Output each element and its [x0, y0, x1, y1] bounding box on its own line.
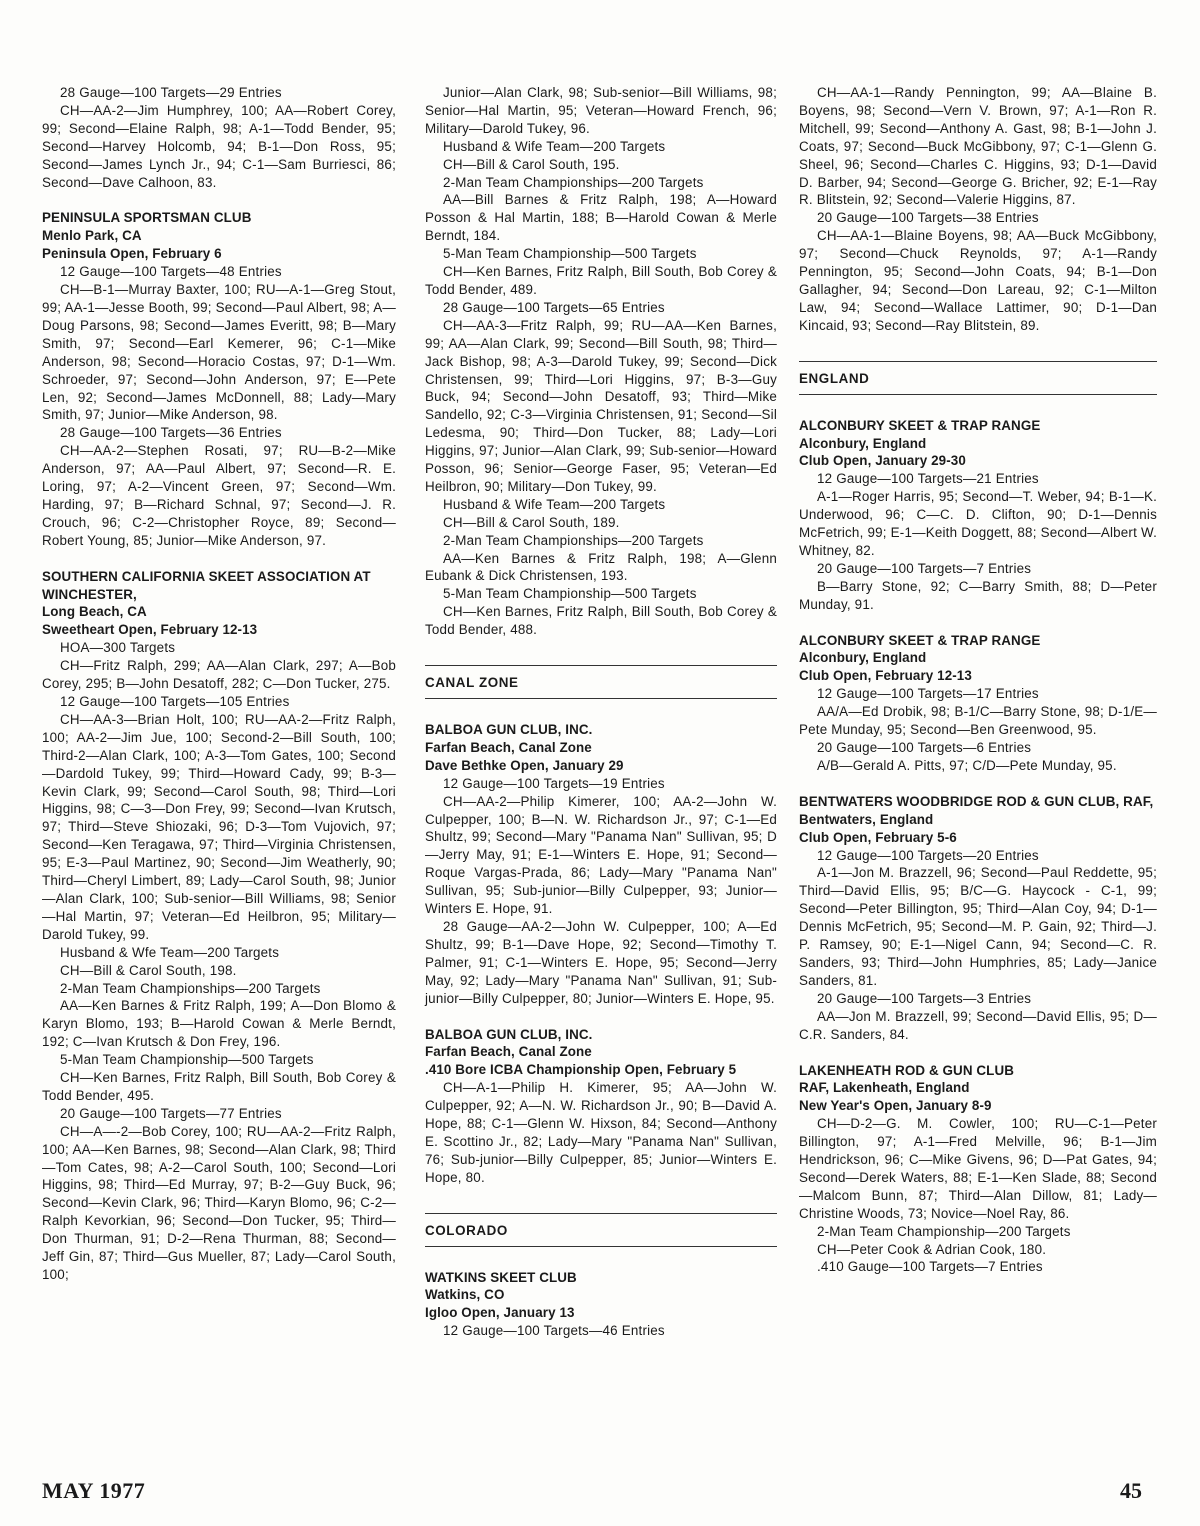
spacer: [799, 1044, 1157, 1062]
results-paragraph: A-1—Jon M. Brazzell, 96; Second—Paul Reddette, 95; Third—David Ellis, 95; B/C—G. Haycock - C-1, 99; Second—Peter Billington, 95; Third—Alan Coy, 94; D-1—Dennis McFetrich, 95; Second—M. P. Gain, 92; Third—J. P. Ramsey, 90; E-1—Nigel Cann, 94; Second—C. R. Sanders, 93; Third—John Humphries, 85; Lady—Janice Sanders, 81.: [799, 865, 1157, 988]
club-heading: Club Open, February 12-13: [799, 668, 972, 684]
results-paragraph: CH—Bill & Carol South, 189.: [443, 514, 620, 530]
results-paragraph: CH—Ken Barnes, Fritz Ralph, Bill South, Bob Corey & Todd Bender, 488.: [425, 604, 777, 638]
results-paragraph: CH—AA-1—Blaine Boyens, 98; AA—Buck McGibbony, 97; Second—Chuck Reynolds, 97; A-1—Randy Pennington, 95; Second—John Coats, 94; B-1—Don Gallagher, 94; Second—Don Lareau, 92; C-1—Milton Law, 94; Second—Wallace Lattimer, 90; D-1—Dan Kincaid, 93; Second—Ray Blitstein, 89.: [799, 228, 1157, 333]
results-paragraph: Husband & Wife Team—200 Targets: [443, 138, 666, 154]
results-paragraph: 20 Gauge—100 Targets—6 Entries: [817, 740, 1032, 755]
results-paragraph: A/B—Gerald A. Pitts, 97; C/D—Pete Munday, 95.: [817, 757, 1117, 773]
results-paragraph: AA/A—Ed Drobik, 98; B-1/C—Barry Stone, 98; D-1/E—Pete Munday, 95; Second—Ben Greenwood, 95.: [799, 704, 1157, 738]
results-paragraph: 2-Man Team Championships—200 Targets: [60, 980, 321, 996]
spacer: [425, 1008, 777, 1026]
section-header: [425, 1213, 777, 1247]
results-paragraph: 12 Gauge—100 Targets—48 Entries: [60, 264, 282, 280]
results-paragraph: .410 Gauge—100 Targets—7 Entries: [817, 1259, 1043, 1275]
club-heading: Peninsula Open, February 6: [42, 246, 222, 262]
spacer: [799, 614, 1157, 632]
column-left: [42, 84, 396, 1284]
club-heading: RAF, Lakenheath, England: [799, 1080, 970, 1096]
club-heading: Farfan Beach, Canal Zone: [425, 739, 592, 755]
results-paragraph: AA—Bill Barnes & Fritz Ralph, 198; A—Howard Posson & Hal Martin, 188; B—Harold Cowan & Merle Berndt, 184.: [425, 192, 777, 244]
club-heading: ALCONBURY SKEET & TRAP RANGE: [799, 632, 1041, 648]
results-paragraph: CH—Bill & Carol South, 198.: [60, 962, 237, 978]
results-paragraph: 2-Man Team Championships—200 Targets: [443, 174, 704, 190]
results-paragraph: HOA—300 Targets: [60, 640, 176, 656]
results-paragraph: CH—Ken Barnes, Fritz Ralph, Bill South, Bob Corey & Todd Bender, 495.: [42, 1070, 396, 1103]
results-paragraph: CH—AA-1—Randy Pennington, 99; AA—Blaine B. Boyens, 98; Second—Vern V. Brown, 97; A-1—Ron R. Mitchell, 99; Second—Anthony A. Gast, 98; B-1—John J. Coats, 97; Second—Buck McGibbony, 97; C-1—Glenn G. Sheel, 96; Second—Charles C. Higgins, 93; D-1—David D. Barber, 94; Second—George G. Bricher, 92; E-1—Ray R. Blitstein, 92; Second—Valerie Higgins, 87.: [799, 85, 1157, 208]
results-paragraph: 20 Gauge—100 Targets—38 Entries: [817, 210, 1039, 226]
results-paragraph: A-1—Roger Harris, 95; Second—T. Weber, 94; B-1—K. Underwood, 96; C—C. D. Clifton, 90; D-1—Dennis McFetrich, 99; E-1—Keith Doggett, 88; Second—Albert W. Whitney, 82.: [799, 489, 1157, 558]
results-paragraph: CH—Fritz Ralph, 299; AA—Alan Clark, 297; A—Bob Corey, 295; B—John Desatoff, 282; C—Don Tucker, 275.: [42, 658, 396, 692]
results-paragraph: CH—AA-2—Jim Humphrey, 100; AA—Robert Corey, 99; Second—Elaine Ralph, 98; A-1—Todd Bender, 95; Second—Harvey Holcomb, 94; B-1—Don Ross, 95; Second—James Lynch Jr., 94; C-1—Sam Burriesci, 86; Second—Dave Calhoon, 83.: [42, 102, 396, 190]
results-paragraph: AA—Jon M. Brazzell, 99; Second—David Ellis, 95; D—C.R. Sanders, 84.: [799, 1008, 1157, 1042]
club-heading: LAKENHEATH ROD & GUN CLUB: [799, 1062, 1015, 1078]
results-paragraph: 12 Gauge—100 Targets—105 Entries: [60, 694, 290, 709]
club-heading: .410 Bore ICBA Championship Open, February 5: [425, 1062, 737, 1078]
results-paragraph: CH—AA-3—Fritz Ralph, 99; RU—AA—Ken Barnes, 99; AA—Alan Clark, 99; Second—Bill South, 98; Third—Jack Bishop, 98; A-3—Darold Tukey, 99; Second—Dick Christensen, 99; Third—Lori Higgins, 97; B-3—Guy Buck, 94; Second—John Desatoff, 93; Third—Mike Sandello, 92; C-3—Virginia Christensen, 91; Second—Sil Ledesma, 90; Third—Don Tucker, 88; Lady—Lori Higgins, 97; Junior—Alan Clark, 99; Sub-senior—Howard Posson, 96; Senior—George Faser, 95; Veteran—Ed Heilbron, 90; Military—Don Tukey, 99.: [425, 317, 777, 494]
club-heading: Igloo Open, January 13: [425, 1305, 575, 1321]
results-paragraph: Husband & Wfe Team—200 Targets: [60, 944, 280, 960]
results-paragraph: 28 Gauge—AA-2—John W. Culpepper, 100; A—Ed Shultz, 99; B-1—Dave Hope, 92; Second—Timothy T. Palmer, 91; C-1—Winters E. Hope, 95; Second—Jerry May, 92; Lady—Mary "Panama Nan" Sullivan, 91; Sub-junior—Billy Culpepper, 80; Junior—Winters E. Hope, 95.: [425, 918, 777, 1006]
spacer: [799, 775, 1157, 793]
results-paragraph: B—Barry Stone, 92; C—Barry Smith, 88; D—Peter Munday, 91.: [799, 578, 1157, 612]
results-paragraph: 5-Man Team Championship—500 Targets: [443, 246, 697, 262]
club-heading: Dave Bethke Open, January 29: [425, 757, 624, 773]
column-middle: [425, 84, 777, 1340]
club-heading: WATKINS SKEET CLUB: [425, 1269, 577, 1285]
club-heading: Club Open, February 5-6: [799, 829, 957, 845]
results-paragraph: CH—AA-2—Stephen Rosati, 97; RU—B-2—Mike Anderson, 97; AA—Paul Albert, 97; Second—R. E. Loring, 97; A-2—Vincent Green, 97; Second—Wm. Harding, 97; B—Richard Schnal, 97; Second—J. R. Crouch, 96; C-2—Christopher Royce, 89; Second—Robert Young, 85; Junior—Mike Anderson, 97.: [42, 443, 396, 548]
results-paragraph: CH—A-1—Philip H. Kimerer, 95; AA—John W. Culpepper, 92; A—N. W. Richardson Jr., 90; B—David A. Hope, 88; C-1—Glenn W. Hixson, 84; Second—Anthony E. Scottino Jr., 82; Lady—Mary "Panama Nan" Sullivan, 76; Sub-junior—Billy Culpepper, 85; Junior—Winters E. Hope, 80.: [425, 1080, 777, 1185]
club-heading: ALCONBURY SKEET & TRAP RANGE: [799, 417, 1041, 433]
club-heading: BENTWATERS WOODBRIDGE ROD & GUN CLUB, RAF, Bentwaters, England: [799, 793, 1154, 827]
results-paragraph: 28 Gauge—100 Targets—65 Entries: [443, 299, 665, 315]
section-header: [799, 361, 1157, 395]
results-paragraph: 20 Gauge—100 Targets—77 Entries: [60, 1105, 282, 1121]
results-paragraph: CH—Peter Cook & Adrian Cook, 180.: [817, 1241, 1047, 1257]
results-paragraph: 28 Gauge—100 Targets—29 Entries: [60, 85, 282, 100]
club-heading: BALBOA GUN CLUB, INC.: [425, 722, 593, 737]
results-paragraph: 12 Gauge—100 Targets—17 Entries: [817, 686, 1039, 702]
results-paragraph: CH—Bill & Carol South, 195.: [443, 156, 620, 172]
club-heading: Menlo Park, CA: [42, 228, 142, 244]
section-title: CANAL ZONE: [425, 675, 519, 691]
spacer: [42, 191, 396, 209]
results-paragraph: 12 Gauge—100 Targets—21 Entries: [817, 471, 1039, 487]
issue-date: MAY 1977: [42, 1478, 146, 1503]
column-right: [799, 84, 1157, 1276]
results-paragraph: AA—Ken Barnes & Fritz Ralph, 198; A—Glenn Eubank & Dick Christensen, 193.: [425, 550, 777, 584]
club-heading: Club Open, January 29-30: [799, 453, 966, 469]
club-heading: Alconbury, England: [799, 650, 927, 666]
club-heading: Long Beach, CA: [42, 604, 147, 620]
results-paragraph: 2-Man Team Championships—200 Targets: [443, 532, 704, 548]
club-heading: BALBOA GUN CLUB, INC.: [425, 1026, 593, 1042]
results-paragraph: CH—AA-3—Brian Holt, 100; RU—AA-2—Fritz Ralph, 100; AA-2—Jim Jue, 100; Second-2—Bill South, 100; Third-2—Alan Clark, 100; A-3—Tom Gates, 100; Second—Dardold Tukey, 99; Third—Howard Cady, 99; B-3—Kevin Clark, 99; Second—Carol South, 98; Third—Lori Higgins, 98; C—3—Don Frey, 99; Second—Ivan Krutsch, 97; Third—Steve Shiozaki, 96; D-3—Tom Vujovich, 97; Second—Ken Teragawa, 97; Third—Virginia Christensen, 95; E-3—Paul Martinez, 90; Second—Jim Weatherly, 90; Third—Cheryl Limbert, 89; Lady—Carol South, 98; Junior—Alan Clark, 100; Sub-senior—Bill Williams, 98; Senior—Hal Martin, 97; Veteran—Ed Heilbron, 95; Military—Darold Tukey, 99.: [42, 711, 396, 942]
section-header: [425, 665, 777, 699]
page-number: 45: [1120, 1478, 1142, 1503]
results-paragraph: CH—D-2—G. M. Cowler, 100; RU—C-1—Peter Billington, 97; A-1—Fred Melville, 96; B-1—Jim Hendrickson, 96; C—Mike Givens, 96; D—Pat Gates, 94; Second—Derek Waters, 88; E-1—Ken Slade, 88; Second—Malcom Bunn, 87; Third—Alan Dillow, 81; Lady—Christine Woods, 73; Novice—Noel Ray, 86.: [799, 1116, 1157, 1221]
club-heading: New Year's Open, January 8-9: [799, 1098, 992, 1114]
results-paragraph: CH—AA-2—Philip Kimerer, 100; AA-2—John W. Culpepper, 100; B—N. W. Richardson Jr., 97; C-1—Ed Shultz, 99; Second—Mary "Panama Nan" Sullivan, 95; D—Jerry May, 91; E-1—Winters E. Hope, 91; Second—Roque Vargas-Prada, 86; Lady—Mary "Panama Nan" Sullivan, 95; Sub-junior—Billy Culpepper, 93; Junior—Winters E. Hope, 91.: [425, 793, 777, 917]
section-title: COLORADO: [425, 1222, 508, 1238]
results-paragraph: 12 Gauge—100 Targets—20 Entries: [817, 847, 1039, 863]
results-paragraph: CH—Ken Barnes, Fritz Ralph, Bill South, Bob Corey & Todd Bender, 489.: [425, 264, 777, 297]
section-title: ENGLAND: [799, 370, 870, 386]
club-heading: Watkins, CO: [425, 1287, 505, 1303]
results-paragraph: 5-Man Team Championship—500 Targets: [443, 586, 697, 602]
club-heading: Farfan Beach, Canal Zone: [425, 1044, 592, 1060]
results-paragraph: Junior—Alan Clark, 98; Sub-senior—Bill Williams, 98; Senior—Hal Martin, 95; Veteran—Howard French, 96; Military—Darold Tukey, 96.: [425, 85, 777, 136]
results-paragraph: 20 Gauge—100 Targets—3 Entries: [817, 990, 1032, 1006]
results-paragraph: CH—A—-2—Bob Corey, 100; RU—AA-2—Fritz Ralph, 100; AA—Ken Barnes, 98; Second—Alan Clark, 98; Third—Tom Cates, 98; A-2—Carol South, 100; Second—Lori Higgins, 98; Third—Ed Murray, 97; B-2—Guy Buck, 96; Second—Kevin Clark, 96; Third—Karyn Blomo, 96; C-2—Ralph Kevorkian, 96; Second—Don Tucker, 95; Third—Don Thurman, 91; D-2—Rena Thurman, 88; Second—Jeff Gin, 87; Third—Gus Mueller, 87; Lady—Carol South, 100;: [42, 1123, 396, 1282]
results-paragraph: 2-Man Team Championship—200 Targets: [817, 1223, 1071, 1239]
club-heading: Sweetheart Open, February 12-13: [42, 622, 258, 638]
club-heading: Alconbury, England: [799, 435, 927, 451]
club-heading: PENINSULA SPORTSMAN CLUB: [42, 210, 252, 226]
results-paragraph: Husband & Wife Team—200 Targets: [443, 496, 666, 512]
results-paragraph: 5-Man Team Championship—500 Targets: [60, 1052, 314, 1068]
results-paragraph: 12 Gauge—100 Targets—46 Entries: [443, 1323, 665, 1339]
club-heading: SOUTHERN CALIFORNIA SKEET ASSOCIATION AT WINCHESTER,: [42, 568, 371, 602]
spacer: [42, 550, 396, 568]
results-paragraph: CH—B-1—Murray Baxter, 100; RU—A-1—Greg Stout, 99; AA-1—Jesse Booth, 99; Second—Paul Albert, 98; A—Doug Parsons, 98; Second—James Everitt, 98; B—Mary Smith, 97; Second—Earl Kemerer, 96; C-1—Mike Anderson, 98; Second—Horacio Costas, 97; D-1—Wm. Schroeder, 97; Second—John Anderson, 97; E—Pete Len, 92; Second—James McDonnell, 88; Lady—Mary Smith, 97; Junior—Mike Anderson, 98.: [42, 282, 396, 423]
results-paragraph: AA—Ken Barnes & Fritz Ralph, 199; A—Don Blomo & Karyn Blomo, 193; B—Harold Cowan & Merle Berndt, 192; C—Ivan Krutsch & Don Frey, 196.: [42, 998, 396, 1050]
results-paragraph: 28 Gauge—100 Targets—36 Entries: [60, 425, 282, 441]
results-paragraph: 12 Gauge—100 Targets—19 Entries: [443, 775, 665, 791]
results-paragraph: 20 Gauge—100 Targets—7 Entries: [817, 560, 1032, 576]
